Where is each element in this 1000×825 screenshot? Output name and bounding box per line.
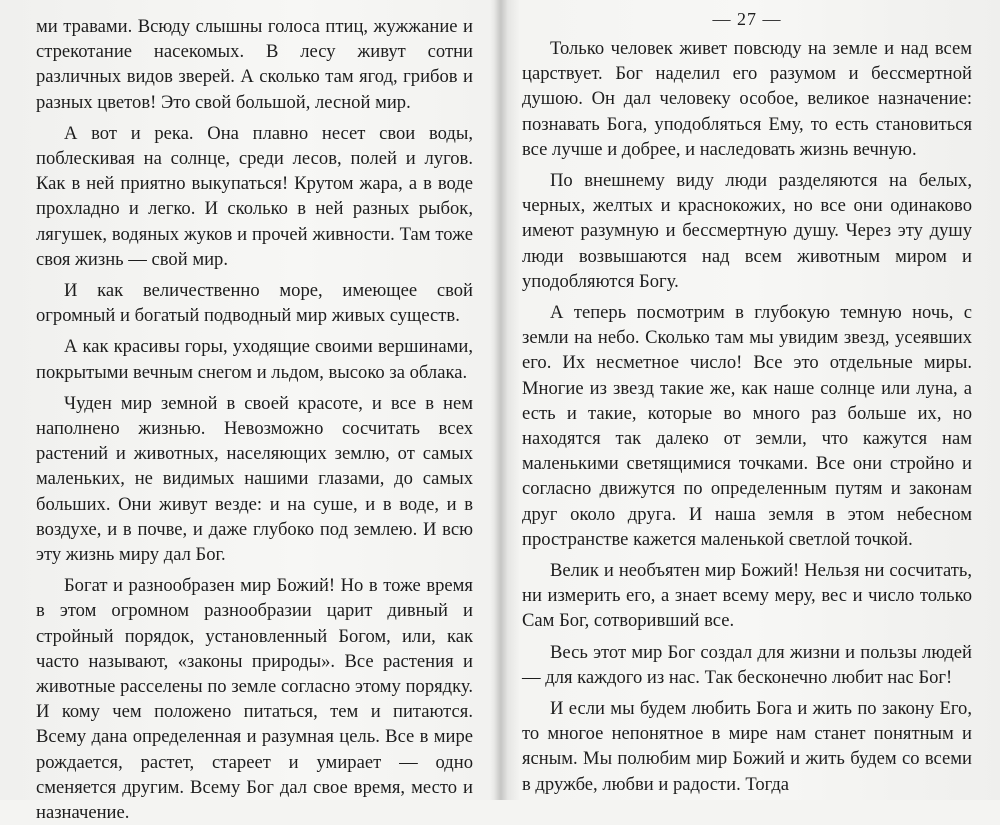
paragraph: И как величественно море, имеющее свой огромный и богатый подводный мир живых существ. (36, 280, 473, 327)
paragraph: Весь этот мир Бог создал для жизни и пользы людей — для каждого из нас. Так бесконечно любит нас Бог! (522, 641, 972, 688)
paragraph: Богат и разнообразен мир Божий! Но в тоже время в этом огромном разнообразии царит дивный и стройный порядок, установленный Богом, или, как часто называют, «законы природы». Все растения и животные расселены по земле согласно этому порядку. И кому чем положено питаться, тем и питаются. Всему дана определенная и разумная цель. Все в мире рождается, растет, стареет и умирает — одно сменяется другим. Всему Бог дал свое время, место и назначение. (36, 575, 473, 824)
paragraph: А теперь посмотрим в глубокую темную ночь, с земли на небо. Сколько там мы увидим звезд, усеявших его. Их несметное число! Все это отдельные миры. Многие из звезд такие же, как наше солнце или луна, а есть и такие, которые во много раз больше их, но находятся так далеко от земли, что кажутся нам маленькими светящимися точками. Все они стройно и согласно движутся по определенным путям и законам друг около друга. И наша земля в этом небесном пространстве кажется маленькой светлой точкой. (522, 302, 972, 550)
right-page (506, 0, 1000, 800)
paragraph: Велик и необъятен мир Божий! Нельзя ни сосчитать, ни измерить его, а знает всему меру, вес и число только Сам Бог, сотворивший все. (522, 560, 972, 632)
paragraph: А вот и река. Она плавно несет свои воды, поблескивая на солнце, среди лесов, полей и лугов. Как в ней приятно выкупаться! Крутом жара, а в воде прохладно и легко. И сколько в ней разных рыбок, лягушек, водяных жуков и прочей живности. Там тоже своя жизнь — свой мир. (36, 122, 473, 270)
paragraph: А как красивы горы, уходящие своими вершинами, покрытыми вечным снегом и льдом, высоко за облака. (36, 336, 473, 383)
paragraph: По внешнему виду люди разделяются на белых, черных, желтых и краснокожих, но все они одинаково имеют разумную и бессмертную душу. Через эту душу люди возвышаются над всем животным миром и уподобляются Богу. (522, 170, 972, 292)
paragraph: Только человек живет повсюду на земле и над всем царствует. Бог наделил его разумом и бессмертной душою. Он дал человеку особое, великое назначение: познавать Бога, уподобляться Ему, то есть становиться все лучше и добрее, и наследовать жизнь вечную. (522, 38, 972, 160)
paragraph: Чуден мир земной в своей красоте, и все в нем наполнено жизнью. Невозможно сосчитать всех растений и животных, населяющих землю, от самых маленьких, не видимых нашими глазами, до самых больших. Они живут везде: и на суше, и в воде, и в воздухе, и в почве, и даже глубоко под землею. И всю эту жизнь миру дал Бог. (36, 392, 473, 566)
page-number: — 27 — (712, 9, 782, 29)
paragraph: ми травами. Всюду слышны голоса птиц, жужжание и стрекотание насекомых. В лесу живут сотни различных видов зверей. А сколько там ягод, грибов и разных цветов! Это свой большой, лесной мир. (36, 16, 473, 113)
left-page (0, 0, 495, 824)
paragraph: И если мы будем любить Бога и жить по закону Его, то многое непонятное в мире нам станет понятным и ясным. Мы полюбим мир Божий и жить будем со всеми в дружбе, любви и радости. Тогда (522, 698, 972, 795)
